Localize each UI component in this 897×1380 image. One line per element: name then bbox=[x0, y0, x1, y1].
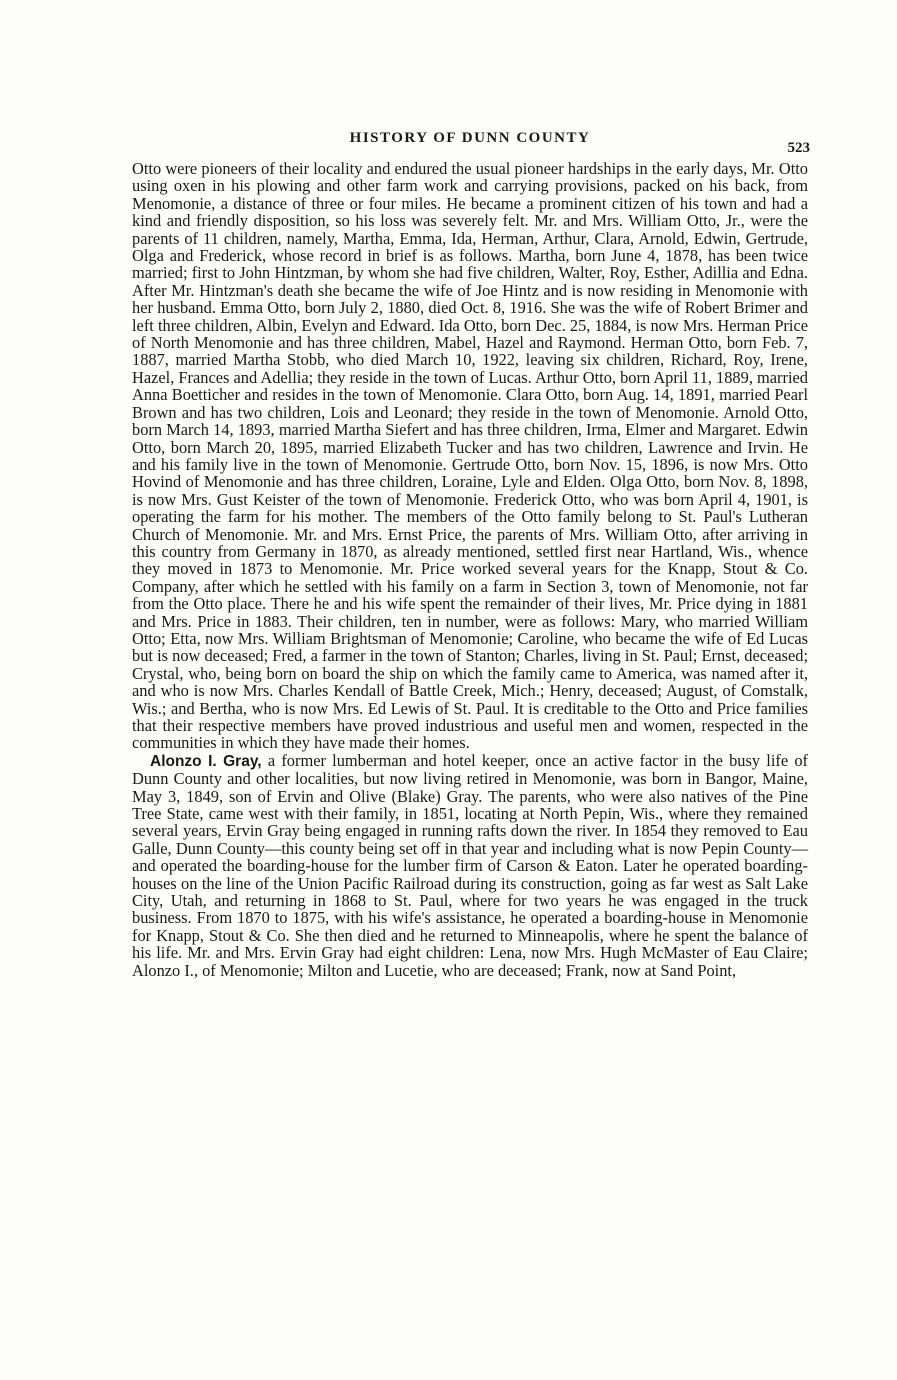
paragraph-text: a former lumberman and hotel keeper, once an active factor in the busy life of Dunn County and other localities, but now living retired in Menomonie, was born in Bangor, Maine, May 3, 1849, son of Ervin and Olive (Blake) Gray. The parents, who were also natives of the Pine Tree State, came west with their family, in 1851, locating at North Pepin, Wis., where they remained several years, Ervin Gray being engaged in running rafts down the river. In 1854 they removed to Eau Galle, Dunn County—this county being set off in that year and including what is now Pepin County—and operated the boarding-house for the lumber firm of Carson & Eaton. Later he operated boarding-houses on the line of the Union Pacific Railroad during its construction, going as far west as Salt Lake City, Utah, and returning in 1868 to St. Paul, where for two years he was engaged in the truck business. From 1870 to 1875, with his wife's assistance, he operated a boarding-house in Menomonie for Knapp, Stout & Co. She then died and he returned to Minneapolis, where he spent the balance of his life. Mr. and Mrs. Ervin Gray had eight children: Lena, now Mrs. Hugh McMaster of Eau Claire; Alonzo I., of Menomonie; Milton and Lucetie, who are deceased; Frank, now at Sand Point, bbox=[132, 750, 808, 980]
running-header bbox=[130, 128, 810, 158]
page-number: 523 bbox=[787, 140, 810, 156]
running-title: HISTORY OF DUNN COUNTY bbox=[349, 130, 591, 146]
paragraph-alonzo-gray bbox=[132, 752, 808, 979]
paragraph-text: Otto were pioneers of their locality and endured the usual pioneer hardships in the early days, Mr. Otto using oxen in his plowing and other farm work and carrying provisions, packed on his back, from Menomonie, a distance of three or four miles. He became a prominent citizen of his town and had a kind and friendly disposition, so his loss was severely felt. Mr. and Mrs. William Otto, Jr., were the parents of 11 children, namely, Martha, Emma, Ida, Herman, Arthur, Clara, Arnold, Edwin, Gertrude, Olga and Frederick, whose record in brief is as follows. Martha, born June 4, 1878, has been twice married; first to John Hintzman, by whom she had five children, Walter, Roy, Esther, Adillia and Edna. After Mr. Hintzman's death she became the wife of Joe Hintz and is now residing in Menomonie with her husband. Emma Otto, born July 2, 1880, died Oct. 8, 1916. She was the wife of Robert Brimer and left three children, Albin, Evelyn and Edward. Ida Otto, born Dec. 25, 1884, is now Mrs. Herman Price of North Menomonie and has three children, Mabel, Hazel and Raymond. Herman Otto, born Feb. 7, 1887, married Martha Stobb, who died March 10, 1922, leaving six children, Richard, Roy, Irene, Hazel, Frances and Adellia; they reside in the town of Lucas. Arthur Otto, born April 11, 1889, married Anna Boetticher and resides in the town of Menomonie. Clara Otto, born Aug. 14, 1891, married Pearl Brown and has two children, Lois and Leonard; they reside in the town of Menomonie. Arnold Otto, born March 14, 1893, married Martha Siefert and has three children, Irma, Elmer and Margaret. Edwin Otto, born March 20, 1895, married Elizabeth Tucker and has two children, Lawrence and Irvin. He and his family live in the town of Menomonie. Gertrude Otto, born Nov. 15, 1896, is now Mrs. Otto Hovind of Menomonie and has three children, Loraine, Lyle and Elden. Olga Otto, born Nov. 8, 1898, is now Mrs. Gust Keister of the town of Menomonie. Frederick Otto, who was born April 4, 1901, is operating the farm for his mother. The members of the Otto family belong to St. Paul's Lutheran Church of Menomonie. Mr. and Mrs. Ernst Price, the parents of Mrs. William Otto, after arriving in this country from Germany in 1870, as already mentioned, settled first near Hartland, Wis., whence they moved in 1873 to Menomonie. Mr. Price worked several years for the Knapp, Stout & Co. Company, after which he settled with his family on a farm in Section 3, town of Menomonie, not far from the Otto place. There he and his wife spent the remainder of their lives, Mr. Price dying in 1881 and Mrs. Price in 1883. Their children, ten in number, were as follows: Mary, who married William Otto; Etta, now Mrs. William Brightsman of Menomonie; Caroline, who became the wife of Ed Lucas but is now deceased; Fred, a farmer in the town of Stanton; Charles, living in St. Paul; Ernst, deceased; Crystal, who, being born on board the ship on which the family came to America, was named after it, and who is now Mrs. Charles Kendall of Battle Creek, Mich.; Henry, deceased; August, of Comstalk, Wis.; and Bertha, who is now Mrs. Ed Lewis of St. Paul. It is creditable to the Otto and Price families that their respective members have proved industrious and useful men and women, respected in the communities in which they have made their homes. bbox=[132, 159, 808, 753]
paragraph-otto-family bbox=[132, 160, 808, 752]
biography-subject-name: Alonzo I. Gray, bbox=[150, 752, 262, 770]
body-text bbox=[132, 160, 808, 979]
